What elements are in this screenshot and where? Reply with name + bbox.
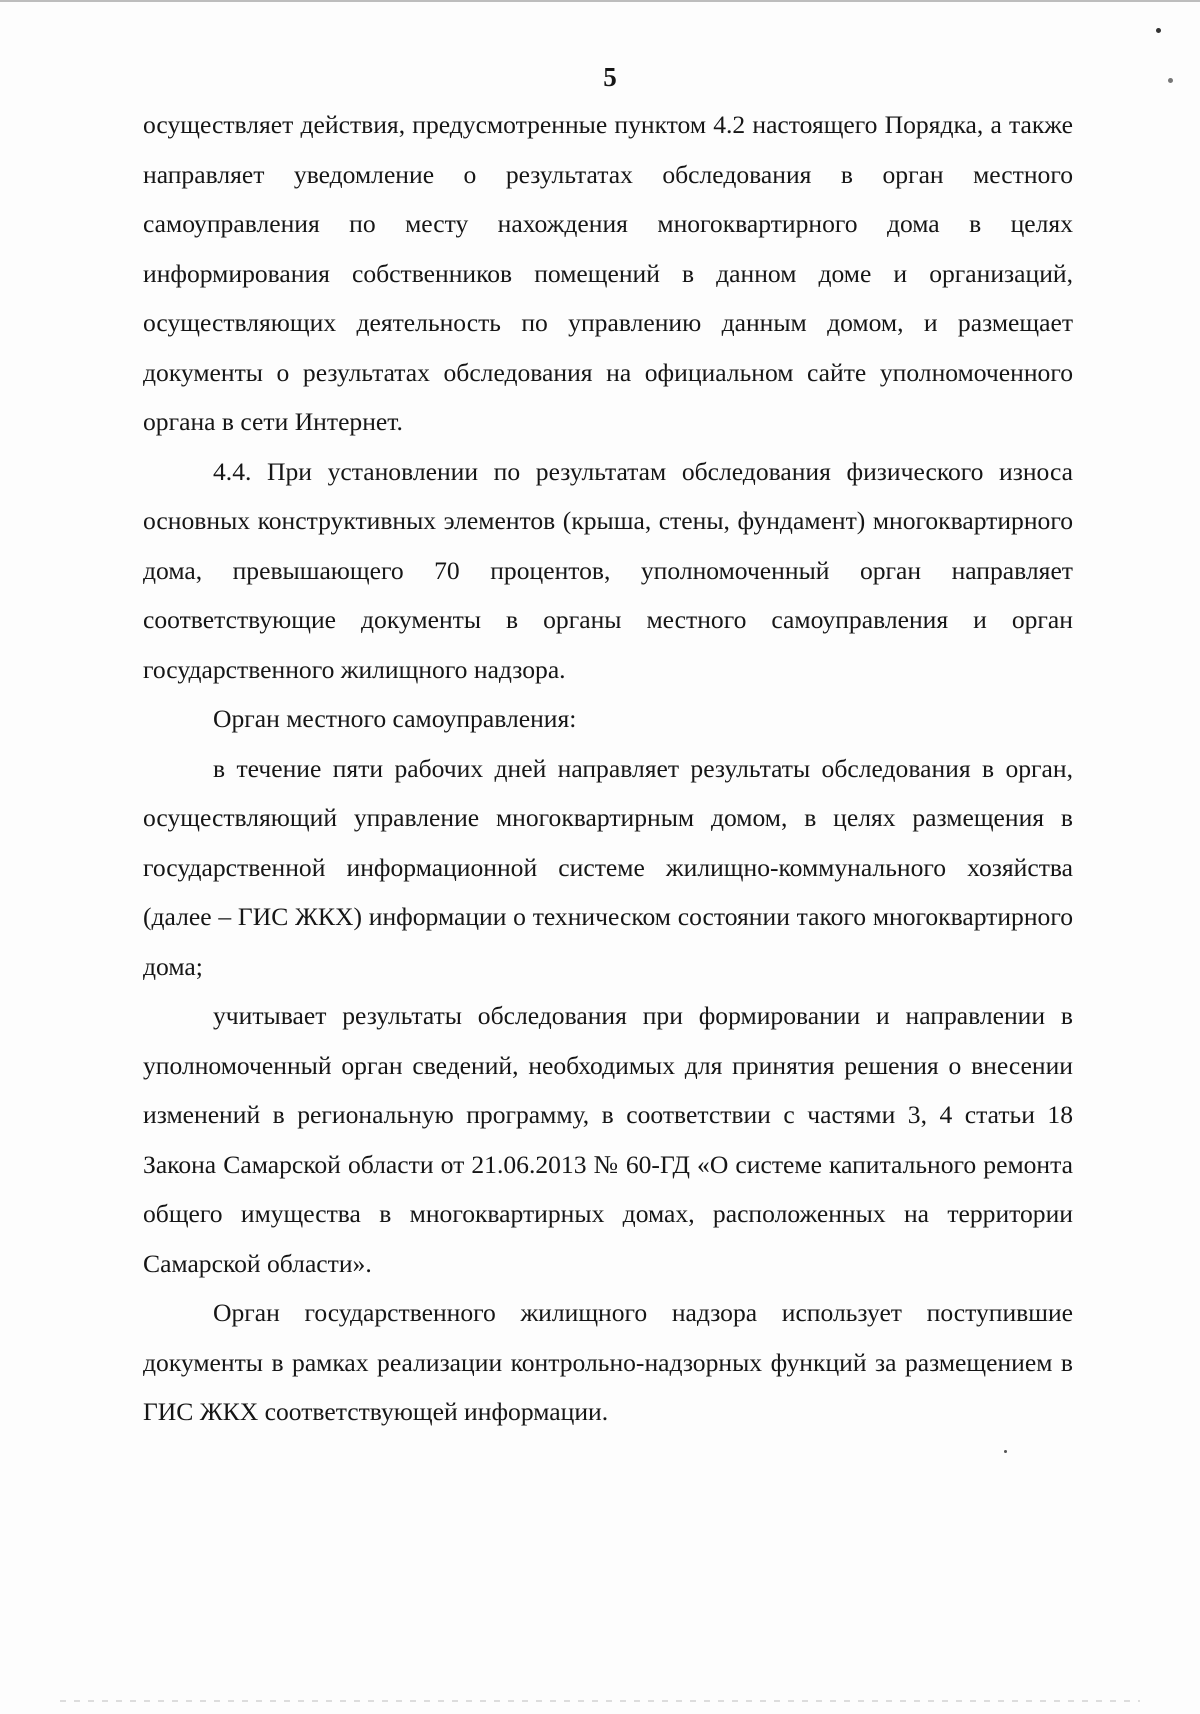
scan-edge-bottom bbox=[60, 1700, 1140, 1702]
paragraph-housing-supervision: Орган государственного жилищного надзора использует поступившие документы в рамках реализации контрольно-надзорных функций за размещением в ГИС ЖКХ соответствующей информации. bbox=[143, 1298, 1073, 1426]
paragraph-clause-4-4: 4.4. При установлении по результатам обследования физического износа основных конструктивных элементов (крыша, стены, фундамент) многоквартирного дома, превышающего 70 процентов, уполномоченный орган направляет соответствующие документы в органы местного самоуправления и орган государственного жилищного надзора. bbox=[143, 456, 1073, 684]
paragraph-local-authority-heading: Орган местного самоуправления: bbox=[213, 704, 577, 733]
document-body bbox=[143, 100, 1073, 1437]
scan-edge-top bbox=[0, 0, 1200, 2]
paragraph-local-authority-duty-2: учитывает результаты обследования при формировании и направлении в уполномоченный орган сведений, необходимых для принятия решения о внесении изменений в региональную программу, в соответствии с частями 3, 4 статьи 18 Закона Самарской области от 21.06.2013 № 60-ГД «О системе капитального ремонта общего имущества в многоквартирных домах, расположенных на территории Самарской области». bbox=[143, 1001, 1073, 1278]
paragraph-local-authority-duty-1: в течение пяти рабочих дней направляет результаты обследования в орган, осуществляющий управление многоквартирным домом, в целях размещения в государственной информационной системе жилищно-коммунального хозяйства (далее – ГИС ЖКХ) информации о техническом состоянии такого многоквартирного дома; bbox=[143, 753, 1073, 981]
scan-speck bbox=[1004, 1450, 1007, 1453]
scan-speck bbox=[1156, 28, 1161, 33]
page-number: 5 bbox=[603, 62, 617, 92]
paragraph-continuation: осуществляет действия, предусмотренные пунктом 4.2 настоящего Порядка, а также направляет уведомление о результатах обследования в орган местного самоуправления по месту нахождения многоквартирного дома в целях информирования собственников помещений в данном доме и организаций, осуществляющих деятельность по управлению данным домом, и размещает документы о результатах обследования на официальном сайте уполномоченного органа в сети Интернет. bbox=[143, 110, 1073, 436]
